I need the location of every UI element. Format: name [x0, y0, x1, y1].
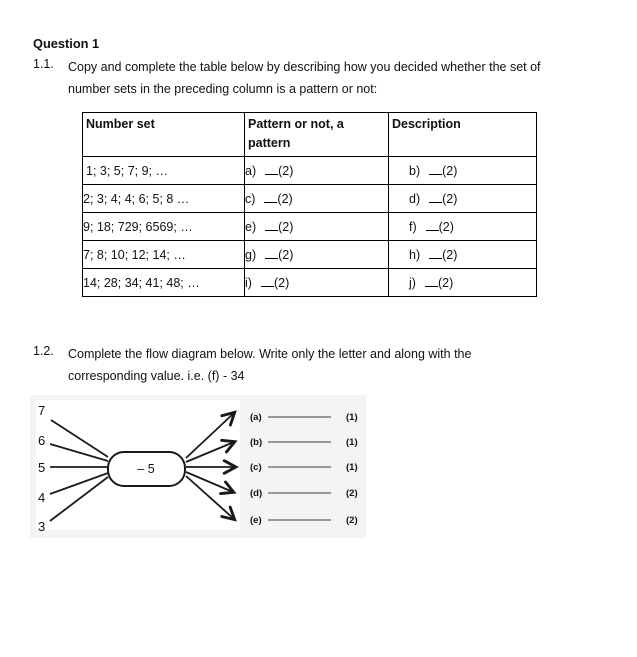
input-number: 5	[38, 460, 46, 475]
marks: (2)	[278, 164, 294, 178]
answer-letter: d)	[409, 192, 421, 206]
answer-letter: b)	[409, 164, 421, 178]
flow-diagram	[30, 395, 366, 538]
answer-blank	[265, 163, 278, 175]
table-row	[83, 269, 537, 297]
answer-line	[268, 466, 331, 469]
description-answer-cell	[389, 185, 537, 213]
answer-blank	[264, 191, 277, 203]
answer-line	[268, 441, 331, 444]
q12-number: 1.2.	[33, 344, 54, 358]
answer-letter: c)	[245, 192, 256, 206]
q12-text-line2: corresponding value. i.e. (f) - 34	[68, 369, 245, 383]
answer-blank	[425, 275, 438, 287]
marks: (2)	[278, 248, 294, 262]
number-set-cell: 9; 18; 729; 6569; …	[83, 213, 245, 241]
output-label: (e)	[250, 514, 262, 526]
output-marks: (2)	[346, 514, 358, 526]
output-marks: (2)	[346, 487, 358, 499]
number-set-cell: 14; 28; 34; 41; 48; …	[83, 269, 245, 297]
output-row-c	[250, 462, 358, 472]
number-set-cell: 1; 3; 5; 7; 9; …	[83, 157, 245, 185]
answer-letter: g)	[245, 248, 257, 262]
pattern-table	[82, 112, 537, 297]
input-number: 7	[38, 403, 46, 418]
table-row	[83, 157, 537, 185]
q11-text-line2: number sets in the preceding column is a pattern or not:	[68, 82, 378, 96]
number-set-cell: 2; 3; 4; 4; 6; 5; 8 …	[83, 185, 245, 213]
question-title: Question 1	[33, 36, 100, 51]
operation-label: – 5	[137, 462, 155, 476]
output-row-d	[250, 488, 358, 498]
marks: (2)	[442, 164, 458, 178]
answer-line	[268, 416, 331, 419]
q11-text-line1: Copy and complete the table below by describing how you decided whether the set of	[68, 60, 541, 74]
answer-blank	[429, 191, 442, 203]
q12-text-line1: Complete the flow diagram below. Write only the letter and along with the	[68, 347, 472, 361]
output-row-b	[250, 437, 358, 447]
marks: (2)	[437, 276, 454, 290]
output-label: (b)	[250, 436, 263, 448]
table-header-row	[83, 113, 537, 157]
answer-line	[268, 492, 331, 495]
answer-letter: i)	[245, 276, 252, 290]
number-set-cell: 7; 8; 10; 12; 14; …	[83, 241, 245, 269]
header-description: Description	[389, 113, 537, 157]
marks: (2)	[278, 220, 294, 234]
header-number-set: Number set	[83, 113, 245, 157]
answer-blank	[429, 247, 442, 259]
output-label: (a)	[250, 411, 262, 423]
answer-blank	[429, 163, 442, 175]
pattern-answer-cell	[245, 157, 389, 185]
pattern-answer-cell	[245, 269, 389, 297]
answer-letter: j)	[409, 276, 416, 290]
q11-number: 1.1.	[33, 57, 54, 71]
pattern-answer-cell	[245, 241, 389, 269]
output-label: (c)	[250, 461, 262, 473]
input-number: 3	[38, 519, 46, 534]
description-answer-cell	[389, 157, 537, 185]
table-row	[83, 241, 537, 269]
output-marks: (1)	[346, 461, 358, 473]
output-row-e	[250, 515, 358, 525]
answer-blank	[265, 247, 278, 259]
description-answer-cell	[389, 213, 537, 241]
marks: (2)	[273, 276, 290, 290]
answer-letter: a)	[245, 164, 257, 178]
output-label: (d)	[250, 487, 263, 499]
input-number: 4	[38, 490, 46, 505]
answer-letter: e)	[245, 220, 257, 234]
description-answer-cell	[389, 269, 537, 297]
header-pattern: Pattern or not, a pattern	[245, 113, 389, 157]
output-marks: (1)	[346, 411, 358, 423]
input-number: 6	[38, 433, 46, 448]
output-row-a	[250, 412, 358, 422]
pattern-answer-cell	[245, 185, 389, 213]
table-row	[83, 185, 537, 213]
answer-line	[268, 519, 331, 522]
output-marks: (1)	[346, 436, 358, 448]
table-row	[83, 213, 537, 241]
pattern-answer-cell	[245, 213, 389, 241]
description-answer-cell	[389, 241, 537, 269]
answer-blank	[426, 219, 439, 231]
answer-blank	[265, 219, 278, 231]
marks: (2)	[442, 192, 458, 206]
marks: (2)	[438, 220, 454, 234]
answer-letter: f)	[409, 220, 417, 234]
answer-blank	[261, 275, 274, 287]
marks: (2)	[442, 248, 458, 262]
answer-letter: h)	[409, 248, 421, 262]
marks: (2)	[277, 192, 293, 206]
